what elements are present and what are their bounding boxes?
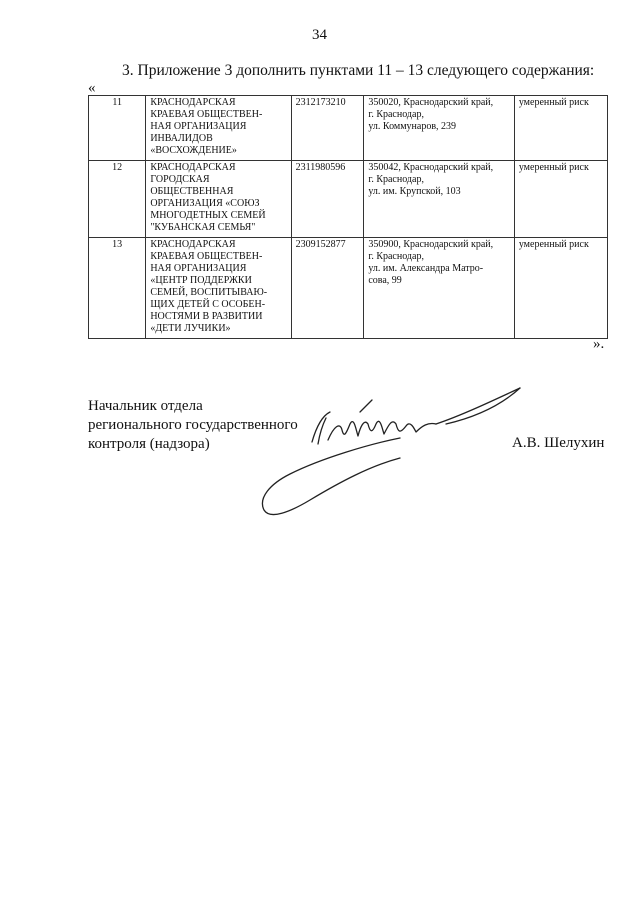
open-quote: «	[88, 80, 96, 96]
row-number: 13	[89, 238, 146, 339]
close-quote: ».	[593, 336, 605, 352]
table-row	[89, 96, 608, 161]
inn-code: 2311980596	[291, 161, 364, 238]
handwritten-signature	[250, 382, 535, 532]
row-number: 11	[89, 96, 146, 161]
page-number: 34	[312, 27, 327, 43]
amendment-intro: 3. Приложение 3 дополнить пунктами 11 – 13 следующего содержания:	[122, 62, 595, 79]
inn-code: 2309152877	[291, 238, 364, 339]
position-line: контроля (надзора)	[88, 436, 210, 452]
organization-name: КРАСНОДАРСКАЯ ГОРОДСКАЯ ОБЩЕСТВЕННАЯ ОРГАНИЗАЦИЯ «СОЮЗ МНОГОДЕТНЫХ СЕМЕЙ "КУБАНСКАЯ СЕМЬЯ"	[146, 161, 291, 238]
signatory-name: А.В. Шелухин	[512, 435, 605, 451]
risk-category: умеренный риск	[514, 161, 607, 238]
address: 350042, Краснодарский край, г. Краснодар, ул. им. Крупской, 103	[364, 161, 514, 238]
risk-category: умеренный риск	[514, 238, 607, 339]
address: 350020, Краснодарский край, г. Краснодар, ул. Коммунаров, 239	[364, 96, 514, 161]
address: 350900, Краснодарский край, г. Краснодар, ул. им. Александра Матро- сова, 99	[364, 238, 514, 339]
position-line: Начальник отдела	[88, 398, 203, 414]
organization-name: КРАСНОДАРСКАЯ КРАЕВАЯ ОБЩЕСТВЕН- НАЯ ОРГАНИЗАЦИЯ «ЦЕНТР ПОДДЕРЖКИ СЕМЕЙ, ВОСПИТЫВАЮ- ЩИХ ДЕТЕЙ С ОСОБЕН- НОСТЯМИ В РАЗВИТИИ «ДЕТИ ЛУЧИКИ»	[146, 238, 291, 339]
organization-name: КРАСНОДАРСКАЯ КРАЕВАЯ ОБЩЕСТВЕН- НАЯ ОРГАНИЗАЦИЯ ИНВАЛИДОВ «ВОСХОЖДЕНИЕ»	[146, 96, 291, 161]
table-row	[89, 238, 608, 339]
position-line: регионального государственного	[88, 417, 298, 433]
inn-code: 2312173210	[291, 96, 364, 161]
table-row	[89, 161, 608, 238]
organizations-table	[88, 95, 608, 339]
risk-category: умеренный риск	[514, 96, 607, 161]
row-number: 12	[89, 161, 146, 238]
